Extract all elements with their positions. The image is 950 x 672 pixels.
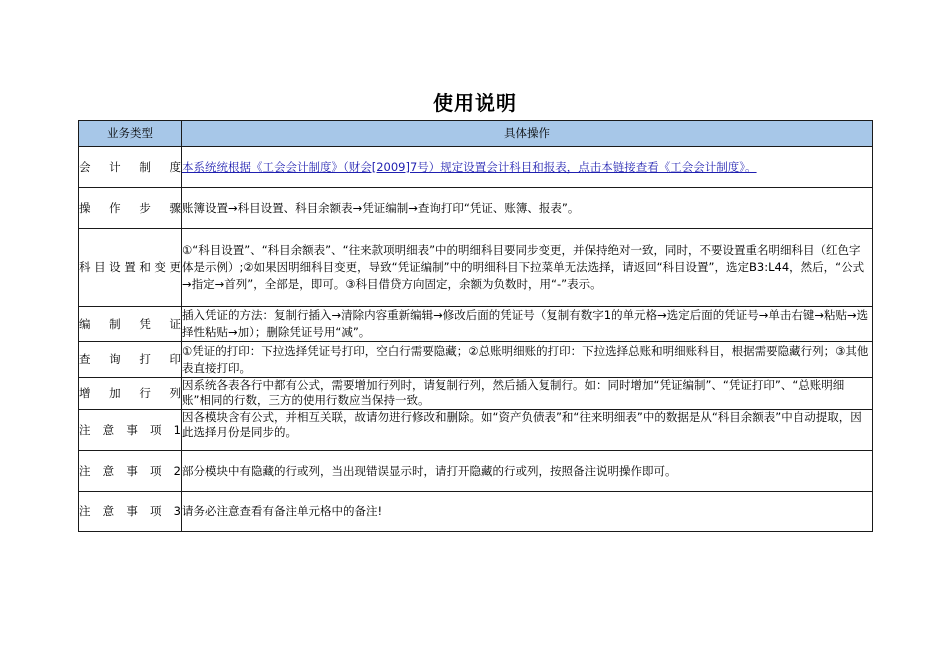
table-row — [79, 378, 873, 410]
row-content: 账簿设置→科目设置、科目余额表→凭证编制→查询打印“凭证、账簿、报表”。 — [182, 188, 873, 229]
row-content: 插入凭证的方法：复制行插入→清除内容重新编辑→修改后面的凭证号（复制有数字1的单元格→选定后面的凭证号→单击右键→粘贴→选择性粘贴→加）；删除凭证号用“减”。 — [182, 307, 873, 342]
row-content: 部分模块中有隐藏的行或列，当出现错误显示时，请打开隐藏的行或列，按照备注说明操作即可。 — [182, 451, 873, 492]
row-content — [182, 147, 873, 188]
header-business-type: 业务类型 — [79, 121, 182, 147]
header-specific-operation: 具体操作 — [182, 121, 873, 147]
table-row — [79, 147, 873, 188]
row-content: 请务必注意查看有备注单元格中的备注! — [182, 492, 873, 532]
row-label: 会计制度 — [79, 147, 182, 188]
row-content: ①凭证的打印：下拉选择凭证号打印，空白行需要隐藏；②总账明细账的打印：下拉选择总账和明细账科目，根据需要隐藏行列；③其他表直接打印。 — [182, 342, 873, 378]
accounting-system-link[interactable]: 本系统统根据《工会会计制度》（财会[2009]7号）规定设置会计科目和报表，点击本链接查看《工会会计制度》。 — [182, 159, 757, 174]
page-title: 使用说明 — [433, 91, 517, 115]
instructions-table — [78, 120, 873, 532]
row-label: 科目设置和变更 — [79, 229, 182, 307]
row-content: 因系统各表各行中都有公式，需要增加行列时，请复制行列，然后插入复制行。如：同时增加“凭证编制”、“凭证打印”、“总账明细账”相同的行数，三方的使用行数应当保持一致。 — [182, 378, 873, 410]
row-label: 操作步骤 — [79, 188, 182, 229]
row-label: 注意事项2 — [79, 451, 182, 492]
row-content: 因各模块含有公式，并相互关联，故请勿进行修改和删除。如“资产负债表”和“往来明细表”中的数据是从“科目余额表”中自动提取，因此选择月份是同步的。 — [182, 410, 873, 451]
header-row — [79, 121, 873, 147]
table-row — [79, 188, 873, 229]
row-label: 注意事项1 — [79, 410, 182, 451]
table-row — [79, 410, 873, 451]
table-row — [79, 492, 873, 532]
table-row — [79, 451, 873, 492]
row-label: 增加行列 — [79, 378, 182, 410]
row-label: 注意事项3 — [79, 492, 182, 532]
row-label: 编制凭证 — [79, 307, 182, 342]
table-row — [79, 342, 873, 378]
table-row — [79, 229, 873, 307]
row-label: 查询打印 — [79, 342, 182, 378]
row-content: ①“科目设置”、“科目余额表”、“往来款项明细表”中的明细科目要同步变更，并保持绝对一致，同时，不要设置重名明细科目（红色字体是示例）;②如果因明细科目变更，导致“凭证编制”中的明细科目下拉菜单无法选择，请返回“科目设置”，选定B3:L44，然后，“公式→指定→首列”，全部是，即可。③科目借贷方向固定，余额为负数时，用“-”表示。 — [182, 229, 873, 307]
table-row — [79, 307, 873, 342]
